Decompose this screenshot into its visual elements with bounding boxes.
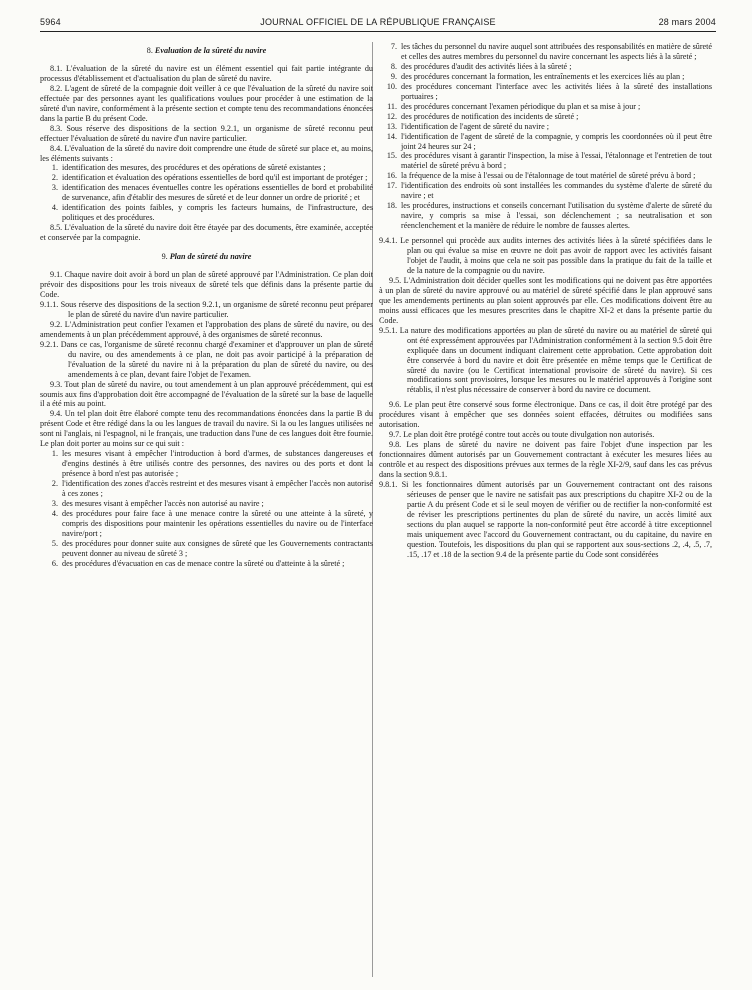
list-item: 16. la fréquence de la mise à l'essai ou de l'étalonnage de tout matériel de sûreté prévu à bord ; [386,171,696,181]
list-item: 9. des procédures concernant la formation, les entraînements et les exercices liés au plan ; [390,71,685,81]
list-9-4-continued [379,42,712,231]
list-item: 4. identification des points faibles, y compris les facteurs humains, de l'infrastructure, des politiques et des procédures. [51,203,373,223]
list-item: 7. les tâches du personnel du navire auquel sont attribuées des responsabilités en matière de sûreté et celles des autres membres du personnel du navire concernant les aspects liés à la sûreté ; [390,42,712,61]
paragraph-9-2-1: 9.2.1. Dans ce cas, l'organisme de sûreté reconnu chargé d'examiner et d'approuver un plan de sûreté du navire, ou des amendements à ce plan, ne doit pas avoir participé à la préparation de l'évaluation de la sûreté du navire ni à la préparation du plan de sûreté du navire, ou des amendements à ce plan, devant faire l'objet de l'examen. [40,339,373,379]
list-item: 6. des procédures d'évacuation en cas de menace contre la sûreté ou d'atteinte à la sûreté ; [51,558,345,568]
section-8-title: Evaluation de la sûreté du navire [154,46,267,55]
paragraph-9-2: 9.2. L'Administration peut confier l'examen et l'approbation des plans de sûreté du navire, ou des amendements à un plan précédemment approuvé, à des organismes de sûreté reconnus. [40,319,373,339]
list-item: 17. l'identification des endroits où sont installées les commandes du système d'alerte de sûreté du navire ; et [386,181,712,201]
paragraph-9-6: 9.6. Le plan peut être conservé sous forme électronique. Dans ce cas, il doit être protégé par des procédures visant à empêcher que ses données soient effacées, détruites ou modifiées sans autorisation. [379,400,712,430]
list-item: 5. des procédures pour donner suite aux consignes de sûreté que les Gouvernements contractants peuvent donner au niveau de sûreté 3 ; [51,538,373,558]
list-item: 10. des procédures concernant l'interface avec les activités liées à la sûreté des installations portuaires ; [386,81,712,101]
list-item: 13. l'identification de l'agent de sûreté du navire ; [386,121,549,131]
section-8-heading [40,46,373,56]
page-number: 5964 [40,17,61,27]
list-item: 2. l'identification des zones d'accès restreint et des mesures visant à empêcher l'accès non autorisé à ces zones ; [51,479,373,499]
paragraph-8-2: 8.2. L'agent de sûreté de la compagnie doit veiller à ce que l'évaluation de la sûreté du navire soit effectuée par des personnes ayant les qualifications voulues pour procéder à une estimation de la sûreté d'un navire, conformément à la présente section et compte tenu des recommandations énoncées dans la partie B du présent Code. [40,83,373,123]
publication-date: 28 mars 2004 [658,17,716,27]
paragraph-8-4: 8.4. L'évaluation de la sûreté du navire doit comprendre une étude de sûreté sur place et, au moins, les éléments suivants : [40,143,373,163]
section-8-number: 8. [146,46,153,55]
journal-title: JOURNAL OFFICIEL DE LA RÉPUBLIQUE FRANÇAISE [260,17,496,27]
paragraph-9-3: 9.3. Tout plan de sûreté du navire, ou tout amendement à un plan approuvé précédemment, qui est soumis aux fins d'approbation doit être accompagné de l'évaluation de la sûreté sur la base de laquelle il a été mis au point. [40,379,373,409]
paragraph-9-8: 9.8. Les plans de sûreté du navire ne doivent pas faire l'objet d'une inspection par les fonctionnaires dûment autorisés par un Gouvernement contractant à exécuter les mesures liées au contrôle et au respect des dispositions prévues aux termes de la règle XI-2/9, sauf dans les cas prévus dans la section 9.8.1. [379,440,712,480]
list-item: 3. identification des menaces éventuelles contre les opérations essentielles de bord et probabilité de survenance, afin d'établir des mesures de sûreté et de leur donner un ordre de priorité ; et [51,183,373,203]
section-9-heading [40,252,373,262]
paragraph-9-5: 9.5. L'Administration doit décider quelles sont les modifications qui ne doivent pas être apportées à un plan de sûreté du navire approuvé ou au matériel de sûreté spécifié dans le plan approuvé sans que les amendements pertinents au plan soient approuvés par elle. Ces modifications doivent être au moins aussi efficaces que les mesures prescrites dans le chapitre XI-2 et dans la présente partie du Code. [379,275,712,325]
list-item: 18. les procédures, instructions et conseils concernant l'utilisation du système d'alerte de sûreté du navire, y compris sa mise à l'essai, son déclenchement ; sa neutralisation et son réenclenchement et la manière de réduire le nombre de fausses alertes. [386,201,712,231]
paragraph-8-1: 8.1. L'évaluation de la sûreté du navire est un élément essentiel qui fait partie intégrante du processus d'établissement et d'actualisation du plan de sûreté du navire. [40,63,373,83]
list-item: 4. des procédures pour faire face à une menace contre la sûreté ou une atteinte à la sûreté, y compris des dispositions pour maintenir les opérations essentielles du navire ou de l'interface navire/port ; [51,508,373,538]
right-column [379,42,712,560]
paragraph-8-3: 8.3. Sous réserve des dispositions de la section 9.2.1, un organisme de sûreté reconnu peut effectuer l'évaluation de sûreté du navire d'un navire particulier. [40,123,373,143]
paragraph-9-5-1: 9.5.1. La nature des modifications apportées au plan de sûreté du navire ou au matériel de sûreté qui ont été expressément approuvées par l'Administration conformément à la section 9.5 doit être expliquée dans un document indiquant clairement cette approbation. Cette approbation doit être conservée à bord du navire et doit être présentée en même temps que le Certificat de sûreté du navire (ou le Certificat international provisoire de sûreté du navire). Si ces modifications sont provisoires, lorsque les mesures ou le matériel approuvés à l'origine sont rétablis, il n'est plus nécessaire de conserver à bord du navire ce document. [379,325,712,395]
paragraph-9-1: 9.1. Chaque navire doit avoir à bord un plan de sûreté approuvé par l'Administration. Ce plan doit prévoir des dispositions pour les trois niveaux de sûreté tels que définis dans la présente partie du Code. [40,270,373,299]
section-9-number: 9. [161,252,168,262]
left-column [40,42,373,569]
list-9-4 [40,449,373,568]
paragraph-9-7: 9.7. Le plan doit être protégé contre tout accès ou toute divulgation non autorisés. [389,430,655,440]
list-item: 2. identification et évaluation des opérations essentielles de bord qu'il est important de protéger ; [51,173,368,183]
list-8-4 [40,163,373,223]
list-item: 11. des procédures concernant l'examen périodique du plan et sa mise à jour ; [387,101,641,111]
paragraph-8-5: 8.5. L'évaluation de la sûreté du navire doit être étayée par des documents, être examinée, acceptée et conservée par la compagnie. [40,223,373,243]
list-item: 1. les mesures visant à empêcher l'introduction à bord d'armes, de substances dangereuses et d'engins destinés à être utilisés contre des personnes, des navires ou des ports et dont la présence à bord n'est pas autorisée ; [51,449,373,479]
section-9-title: Plan de sûreté du navire [169,252,252,262]
paragraph-9-8-1: 9.8.1. Si les fonctionnaires dûment autorisés par un Gouvernement contractant ont des raisons sérieuses de penser que le navire ne satisfait pas aux prescriptions du chapitre XI-2 ou de la partie A du présent Code et si le seul moyen de vérifier ou de rectifier la non-conformité est de réviser les prescriptions pertinentes du plan de sûreté du navire, un accès limité aux sections du plan auquel se rapporte la non-conformité peut être accordé à titre exceptionnel mais uniquement avec l'accord du Gouvernement contractant, ou du capitaine, du navire en question. Toutefois, les dispositions du plan qui se rapportent aux sous-sections .2, .4, .5, .7, .15, .17 et .18 de la section 9.4 de la présente partie du Code sont considérées [379,479,712,559]
paragraph-9-4-1: 9.4.1. Le personnel qui procède aux audits internes des activités liées à la sûreté spécifiées dans le plan ou qui évalue sa mise en œuvre ne doit pas avoir de rapport avec les activités faisant l'objet de l'audit, à moins que cela ne soit pas possible dans la pratique du fait de la taille et de la nature de la compagnie ou du navire. [379,236,712,275]
paragraph-9-4: 9.4. Un tel plan doit être élaboré compte tenu des recommandations énoncées dans la partie B du présent Code et être rédigé dans la ou les langues de travail du navire. Si la ou les langues utilisées ne sont ni l'anglais, ni l'espagnol, ni le français, une traduction dans l'une de ces langues doit être fournie. Le plan doit porter au moins sur ce qui suit : [40,409,373,449]
list-item: 3. des mesures visant à empêcher l'accès non autorisé au navire ; [51,498,264,508]
list-item: 15. des procédures visant à garantir l'inspection, la mise à l'essai, l'étalonnage et l'entretien de tout matériel de sûreté prévu à bord ; [386,151,712,171]
header-rule [40,31,716,32]
list-item: 12. des procédures de notification des incidents de sûreté ; [386,111,579,121]
list-item: 8. des procédures d'audit des activités liées à la sûreté ; [390,61,572,71]
page-header [40,14,716,32]
paragraph-9-1-1: 9.1.1. Sous réserve des dispositions de la section 9.2.1, un organisme de sûreté reconnu peut préparer le plan de sûreté du navire d'un navire particulier. [40,299,373,319]
list-item: 14. l'identification de l'agent de sûreté de la compagnie, y compris les coordonnées où il peut être joint 24 heures sur 24 ; [386,131,712,151]
list-item: 1. identification des mesures, des procédures et des opérations de sûreté existantes ; [51,163,326,173]
